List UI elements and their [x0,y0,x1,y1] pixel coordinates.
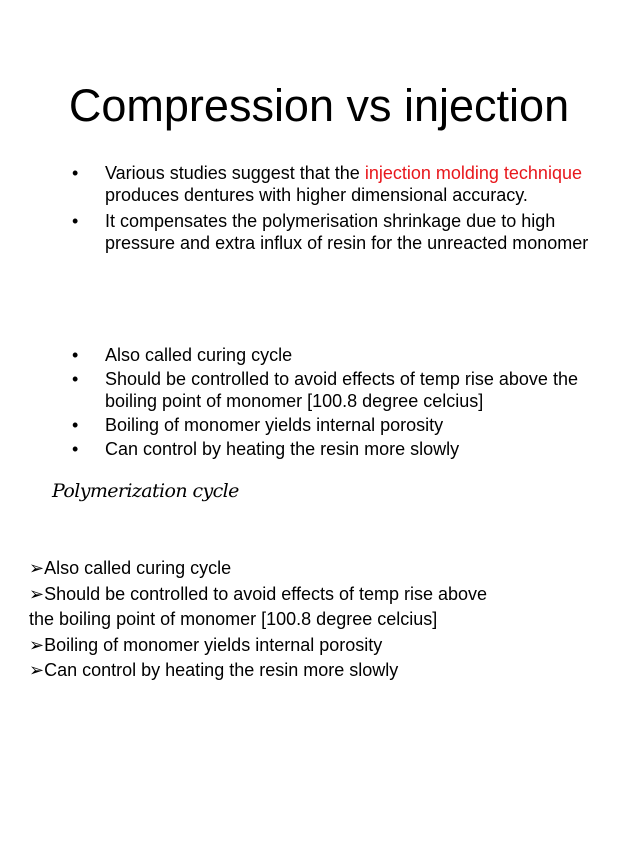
arrow-marker: ➢ [29,583,45,604]
list-item [0,162,595,206]
arrow-marker: ➢ [29,558,45,578]
list-item-text: Should be controlled to avoid effects of temp rise above the boiling point of monomer [100.8 degree celcius] [29,583,488,629]
list-item [29,633,489,659]
bullet-marker: • [72,211,79,231]
list-item-text: Should be controlled to avoid effects of temp rise above the boiling point of monomer [100.8 degree celcius] [105,369,578,411]
list-item-text: Can control by heating the resin more slowly [105,439,460,459]
bullet-marker: • [72,439,79,459]
arrow-marker: ➢ [29,660,45,680]
list-item-text: Boiling of monomer yields internal porosity [105,415,444,435]
list-item [0,210,595,254]
list-item-text: Boiling of monomer yields internal porosity [44,634,383,655]
bullet-marker: • [72,415,79,435]
list-item [29,556,489,582]
list-item-text: It compensates the polymerisation shrinkage due to high pressure and extra influx of resin for the unreacted monomer [105,211,589,253]
list-item-text: Can control by heating the resin more slowly [44,660,399,680]
list-item [0,368,595,412]
bullet-list-curing [0,344,595,462]
list-item [29,582,489,633]
bullet-marker: • [72,163,79,183]
list-item-text: Also called curing cycle [105,345,293,365]
arrow-list [29,556,489,684]
arrow-marker: ➢ [29,634,45,655]
list-item-text: Also called curing cycle [44,558,232,578]
list-item-text: produces dentures with higher dimensional accuracy. [105,185,528,205]
section-subtitle: Polymerization cycle [52,480,239,502]
list-item [0,344,595,366]
list-item [29,658,489,684]
bullet-marker: • [72,345,79,365]
bullet-marker: • [72,369,79,389]
list-item-text: Various studies suggest that the [105,163,365,183]
list-item [0,414,595,436]
highlighted-text: injection molding technique [364,163,582,183]
page-title: Compression vs injection [68,80,570,131]
list-item [0,438,595,460]
bullet-list-injection [0,162,595,258]
